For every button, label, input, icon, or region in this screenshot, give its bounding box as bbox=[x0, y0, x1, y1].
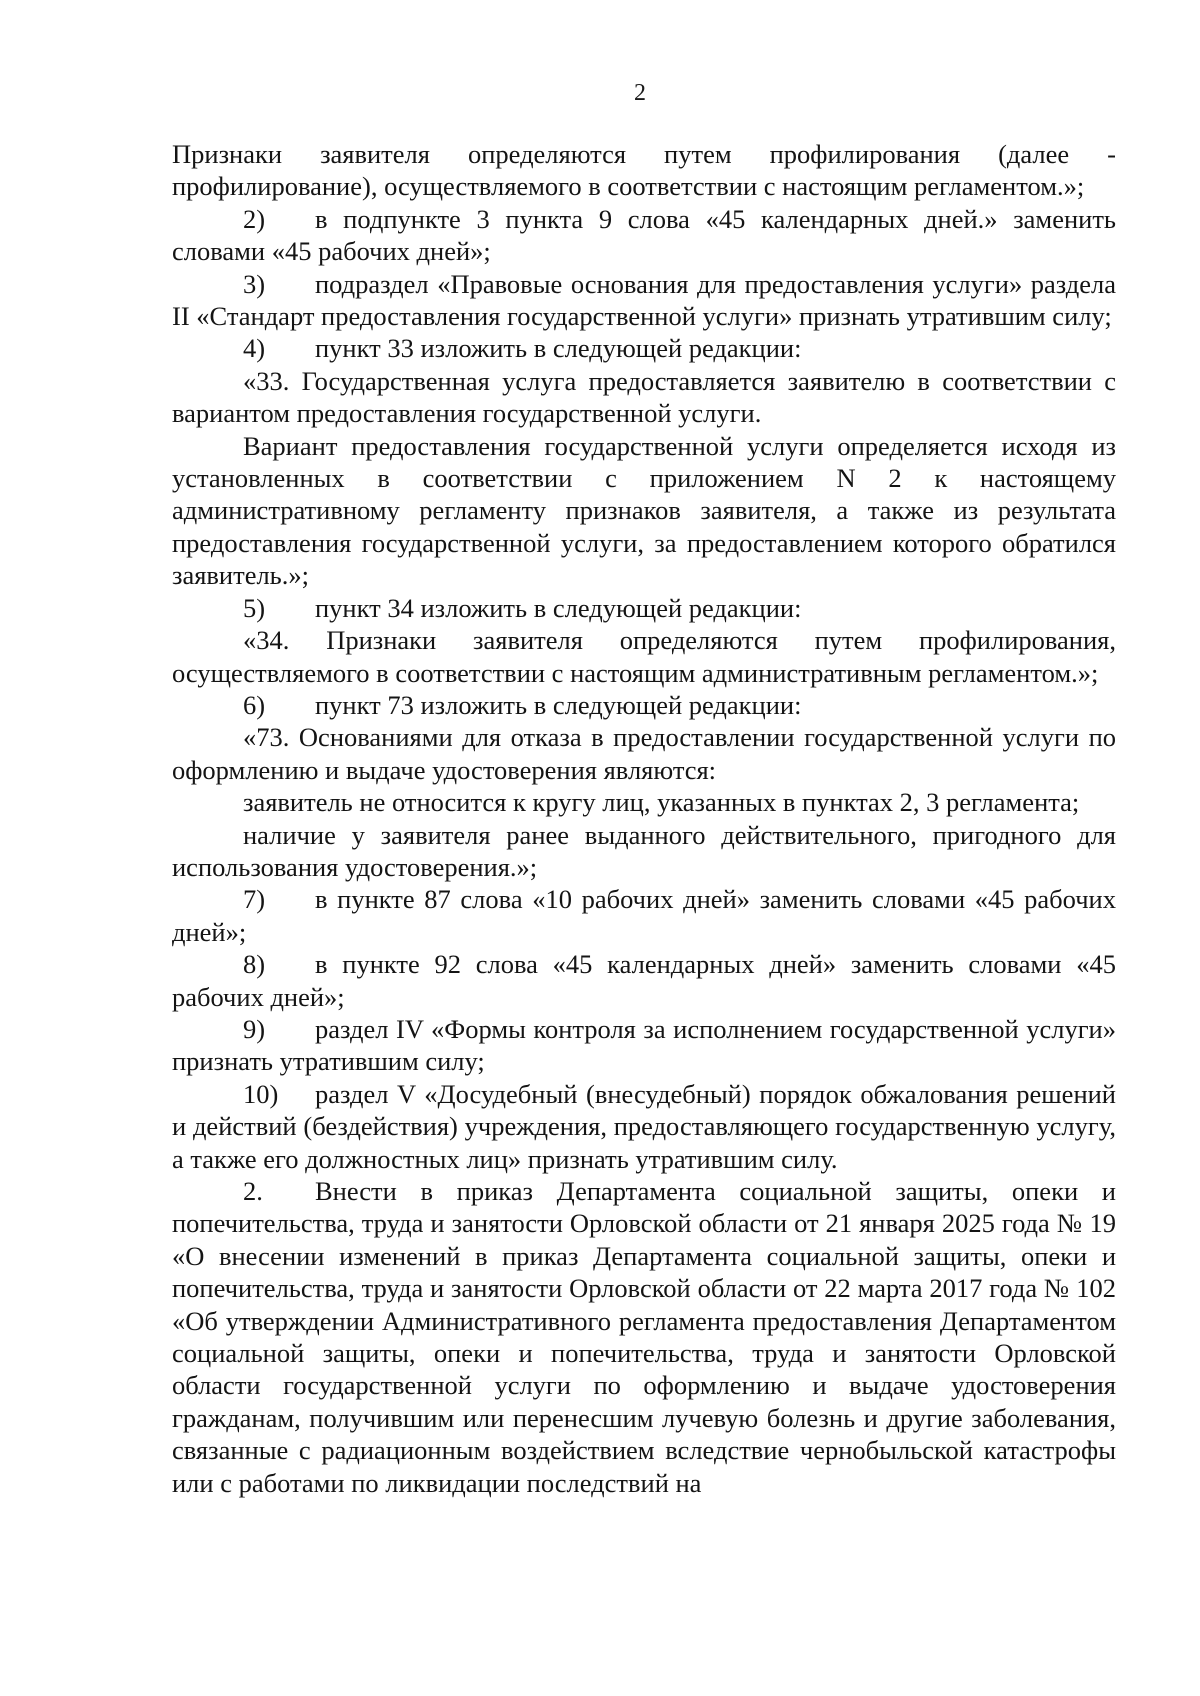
paragraph-text: подраздел «Правовые основания для предоставления услуги» раздела II «Стандарт предоставления государственной услуги» признать утратившим силу; bbox=[172, 268, 1116, 332]
list-item-number: 9) bbox=[243, 1013, 266, 1044]
list-item-number: 2. bbox=[243, 1176, 263, 1206]
paragraph bbox=[172, 948, 1116, 1013]
paragraph-text: в пункте 87 слова «10 рабочих дней» заменить словами «45 рабочих дней»; bbox=[172, 884, 1116, 947]
paragraph-text: пункт 33 изложить в следующей редакции: bbox=[315, 333, 802, 364]
paragraph bbox=[172, 721, 1116, 786]
paragraph bbox=[172, 786, 1116, 818]
paragraph-text: пункт 34 изложить в следующей редакции: bbox=[315, 592, 802, 623]
list-item-number: 6) bbox=[243, 689, 266, 720]
paragraph-text: пункт 73 изложить в следующей редакции: bbox=[315, 689, 802, 720]
paragraph-text: «33. Государственная услуга предоставляется заявителю в соответствии с вариантом предоставления государственной услуги. bbox=[172, 365, 1116, 429]
paragraph bbox=[172, 365, 1116, 430]
list-item-number: 2) bbox=[243, 203, 266, 234]
page-number: 2 bbox=[634, 80, 646, 106]
paragraph bbox=[172, 592, 1116, 624]
list-item-number: 8) bbox=[243, 949, 266, 980]
paragraph-text: «73. Основаниями для отказа в предоставлении государственной услуги по оформлению и выдаче удостоверения являются: bbox=[172, 722, 1116, 785]
paragraph-text: Внести в приказ Департамента социальной защиты, опеки и попечительства, труда и занятости Орловской области от 21 января 2025 года № 19 «О внесении изменений в приказ Департамента социальной защиты, опеки и попечительства, труда и занятости Орловской области от 22 марта 2017 года № 102 «Об утверждении Административного регламента предоставления Департаментом социальной защиты, опеки и попечительства, труда и занятости Орловской области государственной услуги по оформлению и выдаче удостоверения гражданам, получившим или перенесшим лучевую болезнь и другие заболевания, связанные с радиационным воздействием вследствие чернобыльской катастрофы или с работами по ликвидации последствий на bbox=[172, 1176, 1116, 1498]
paragraph-text: «34. Признаки заявителя определяются путем профилирования, осуществляемого в соответствии с настоящим административным регламентом.»; bbox=[172, 625, 1116, 688]
paragraph-text: Вариант предоставления государственной услуги определяется исходя из установленных в соответствии с приложением N 2 к настоящему административному регламенту признаков заявителя, а также из результата предоставления государственной услуги, за предоставлением которого обратился заявитель.»; bbox=[172, 430, 1116, 591]
paragraph bbox=[172, 1175, 1116, 1499]
list-item-number: 7) bbox=[243, 884, 266, 915]
paragraph-text: раздел IV «Формы контроля за исполнением государственной услуги» признать утратившим силу; bbox=[172, 1013, 1116, 1077]
paragraph bbox=[172, 332, 1116, 364]
paragraph-text: раздел V «Досудебный (внесудебный) порядок обжалования решений и действий (бездействия) учреждения, предоставляющего государственную услугу, а также его должностных лиц» признать утратившим силу. bbox=[172, 1078, 1116, 1174]
paragraph-text: Признаки заявителя определяются путем профилирования (далее - профилирование), осуществляемого в соответствии с настоящим регламентом.»; bbox=[172, 139, 1116, 202]
paragraph bbox=[172, 203, 1116, 268]
paragraph bbox=[172, 883, 1116, 948]
document-body bbox=[172, 138, 1116, 1499]
paragraph bbox=[172, 624, 1116, 689]
paragraph-text: в пункте 92 слова «45 календарных дней» заменить словами «45 рабочих дней»; bbox=[172, 949, 1116, 1012]
paragraph-text: наличие у заявителя ранее выданного действительного, пригодного для использования удостоверения.»; bbox=[172, 819, 1116, 882]
list-item-number: 3) bbox=[243, 268, 266, 299]
list-item-number: 5) bbox=[243, 592, 266, 623]
list-item-number: 4) bbox=[243, 333, 266, 364]
paragraph-text: в подпункте 3 пункта 9 слова «45 календарных дней.» заменить словами «45 рабочих дней»; bbox=[172, 203, 1116, 267]
paragraph bbox=[172, 430, 1116, 592]
list-item-number: 10) bbox=[243, 1078, 279, 1109]
paragraph bbox=[172, 268, 1116, 333]
paragraph bbox=[172, 819, 1116, 884]
paragraph bbox=[172, 1013, 1116, 1078]
paragraph bbox=[172, 1078, 1116, 1175]
paragraph bbox=[172, 689, 1116, 721]
paragraph bbox=[172, 138, 1116, 203]
paragraph-text: заявитель не относится к кругу лиц, указанных в пунктах 2, 3 регламента; bbox=[243, 787, 1080, 818]
